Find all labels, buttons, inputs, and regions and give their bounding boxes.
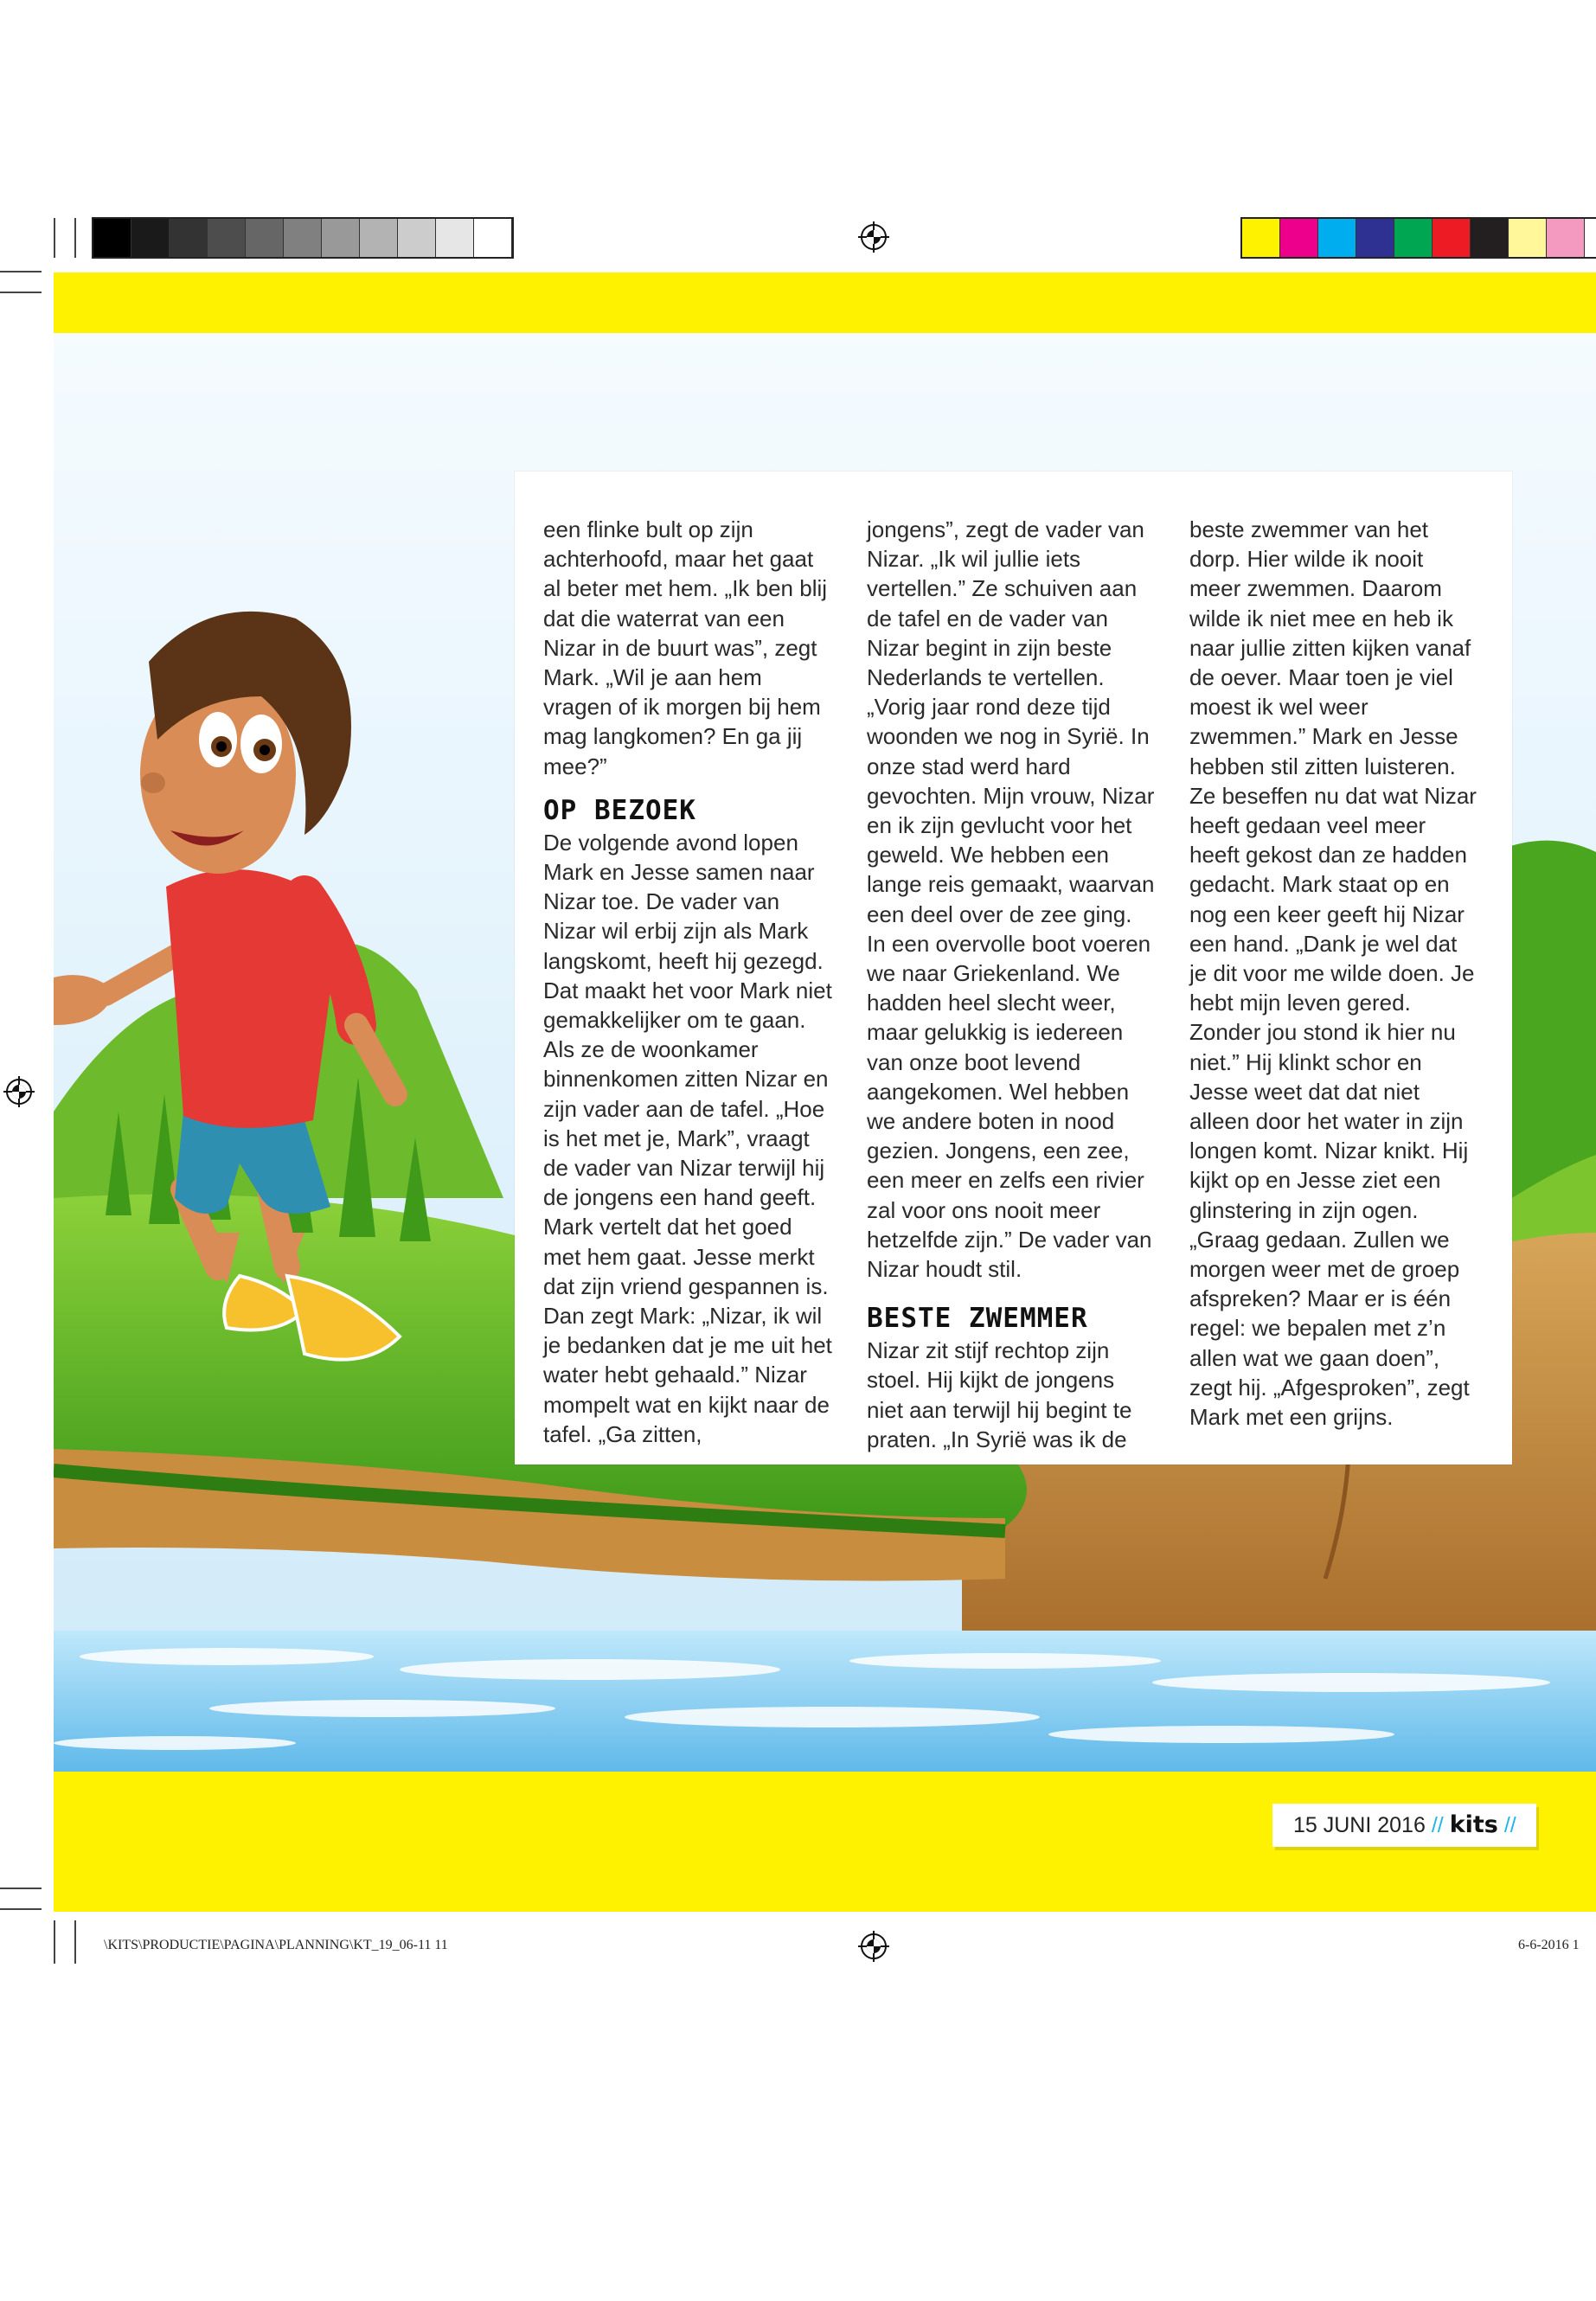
color-swatch bbox=[284, 219, 322, 257]
separator: // bbox=[1503, 1813, 1516, 1837]
color-swatch bbox=[1356, 219, 1394, 257]
color-swatch bbox=[360, 219, 398, 257]
color-swatch bbox=[170, 219, 208, 257]
color-swatch bbox=[93, 219, 131, 257]
article-column-1 bbox=[543, 515, 833, 1449]
print-slug-path: \KITS\PRODUCTIE\PAGINA\PLANNING\KT_19_06-11 11 bbox=[104, 1938, 448, 1952]
color-swatch bbox=[1547, 219, 1585, 257]
registration-mark-icon bbox=[858, 1931, 889, 1962]
crop-mark bbox=[54, 218, 55, 258]
color-swatch bbox=[131, 219, 170, 257]
registration-mark-icon bbox=[3, 1076, 35, 1107]
color-swatch bbox=[1394, 219, 1433, 257]
color-swatch bbox=[1471, 219, 1509, 257]
issue-date-tag bbox=[1272, 1804, 1536, 1847]
article-column-2 bbox=[867, 515, 1157, 1454]
top-yellow-band bbox=[54, 272, 1596, 333]
process-color-bar bbox=[1240, 217, 1596, 259]
color-swatch bbox=[1242, 219, 1280, 257]
color-swatch bbox=[1280, 219, 1318, 257]
registration-mark-icon bbox=[858, 221, 889, 253]
color-swatch bbox=[208, 219, 246, 257]
color-swatch bbox=[474, 219, 512, 257]
crop-mark bbox=[0, 1888, 42, 1889]
color-swatch bbox=[322, 219, 360, 257]
crop-mark bbox=[74, 218, 76, 258]
color-swatch bbox=[436, 219, 474, 257]
color-swatch bbox=[1585, 219, 1596, 257]
section-heading-beste-zwemmer: BESTE ZWEMMER bbox=[867, 1303, 1088, 1335]
print-slug-date: 6-6-2016 1 bbox=[1518, 1938, 1580, 1952]
color-swatch bbox=[1509, 219, 1547, 257]
crop-mark bbox=[0, 292, 42, 293]
section-heading-op-bezoek: OP BEZOEK bbox=[543, 794, 696, 826]
color-swatch bbox=[398, 219, 436, 257]
article-text-card bbox=[515, 471, 1512, 1465]
grayscale-color-bar bbox=[92, 217, 514, 259]
crop-mark bbox=[0, 1908, 42, 1910]
paragraph: De volgende avond lopen Mark en Jesse samen naar Nizar toe. De vader van Nizar wil erbij zijn als Mark langskomt, heeft hij gezegd. Dat maakt het voor Mark niet gemakkelijker om te gaan. Als ze de woonkamer binnenkomen zitten Nizar en zijn vader aan de tafel. „Hoe is het met je, Mark”, vraagt de vader van Nizar terwijl hij de jongens een hand geeft. Mark vertelt dat het goed met hem gaat. Jesse merkt dat zijn vriend gespannen is. Dan zegt Mark: „Nizar, ik wil je bedanken dat je me uit het water hebt gehaald.” Nizar mompelt wat en kijkt naar de tafel. „Ga zitten, bbox=[543, 829, 832, 1447]
separator: // bbox=[1431, 1813, 1444, 1837]
color-swatch bbox=[246, 219, 284, 257]
magazine-brand: kits bbox=[1449, 1811, 1498, 1838]
crop-mark bbox=[0, 271, 42, 272]
crop-mark bbox=[74, 1920, 76, 1964]
color-swatch bbox=[1433, 219, 1471, 257]
color-swatch bbox=[1318, 219, 1356, 257]
paragraph: Nizar zit stijf rechtop zijn stoel. Hij kijkt de jongens niet aan terwijl hij begint te praten. „In Syrië was ik de bbox=[867, 1337, 1132, 1452]
paragraph: beste zwemmer van het dorp. Hier wilde ik nooit meer zwemmen. Daarom wilde ik niet mee en heb ik naar jullie zitten kijken vanaf de oever. Maar toen je viel moest ik wel weer zwemmen.” Mark en Jesse hebben stil zitten luisteren. Ze beseffen nu dat wat Nizar heeft gedaan veel meer heeft gekost dan ze hadden gedacht. Mark staat op en nog een keer geeft hij Nizar een hand. „Dank je wel dat je dit voor me wilde doen. Je hebt mijn leven gered. Zonder jou stond ik hier nu niet.” Hij klinkt schor en Jesse weet dat dat niet alleen door het water in zijn longen komt. Nizar knikt. Hij kijkt op en Jesse ziet een glinstering in zijn ogen. „Graag gedaan. Zullen we morgen weer met de groep afspreken? Maar er is één regel: we bepalen met z’n allen wat we gaan doen”, zegt hij. „Afgesproken”, zegt Mark met een grijns. bbox=[1189, 516, 1477, 1431]
article-column-3 bbox=[1189, 515, 1479, 1432]
paragraph: een flinke bult op zijn achterhoofd, maar het gaat al beter met hem. „Ik ben blij dat die waterrat van een Nizar in de buurt was”, zegt Mark. „Wil je aan hem vragen of ik morgen bij hem mag langkomen? En ga jij mee?” bbox=[543, 516, 828, 779]
issue-date: 15 JUNI 2016 bbox=[1293, 1813, 1426, 1837]
crop-mark bbox=[54, 1920, 55, 1964]
paragraph: jongens”, zegt de vader van Nizar. „Ik wil jullie iets vertellen.” Ze schuiven aan de tafel en de vader van Nizar begint in zijn beste Nederlands te vertellen. „Vorig jaar rond deze tijd woonden we nog in Syrië. In onze stad werd hard gevochten. Mijn vrouw, Nizar en ik zijn gevlucht voor het geweld. We hebben een lange reis gemaakt, waarvan een deel over de zee ging. In een overvolle boot voeren we naar Griekenland. We hadden heel slecht weer, maar gelukkig is iedereen van onze boot levend aangekomen. Wel hebben we andere boten in nood gezien. Jongens, een zee, een meer en zelfs een rivier zal voor ons nooit meer hetzelfde zijn.” De vader van Nizar houdt stil. bbox=[867, 516, 1155, 1283]
